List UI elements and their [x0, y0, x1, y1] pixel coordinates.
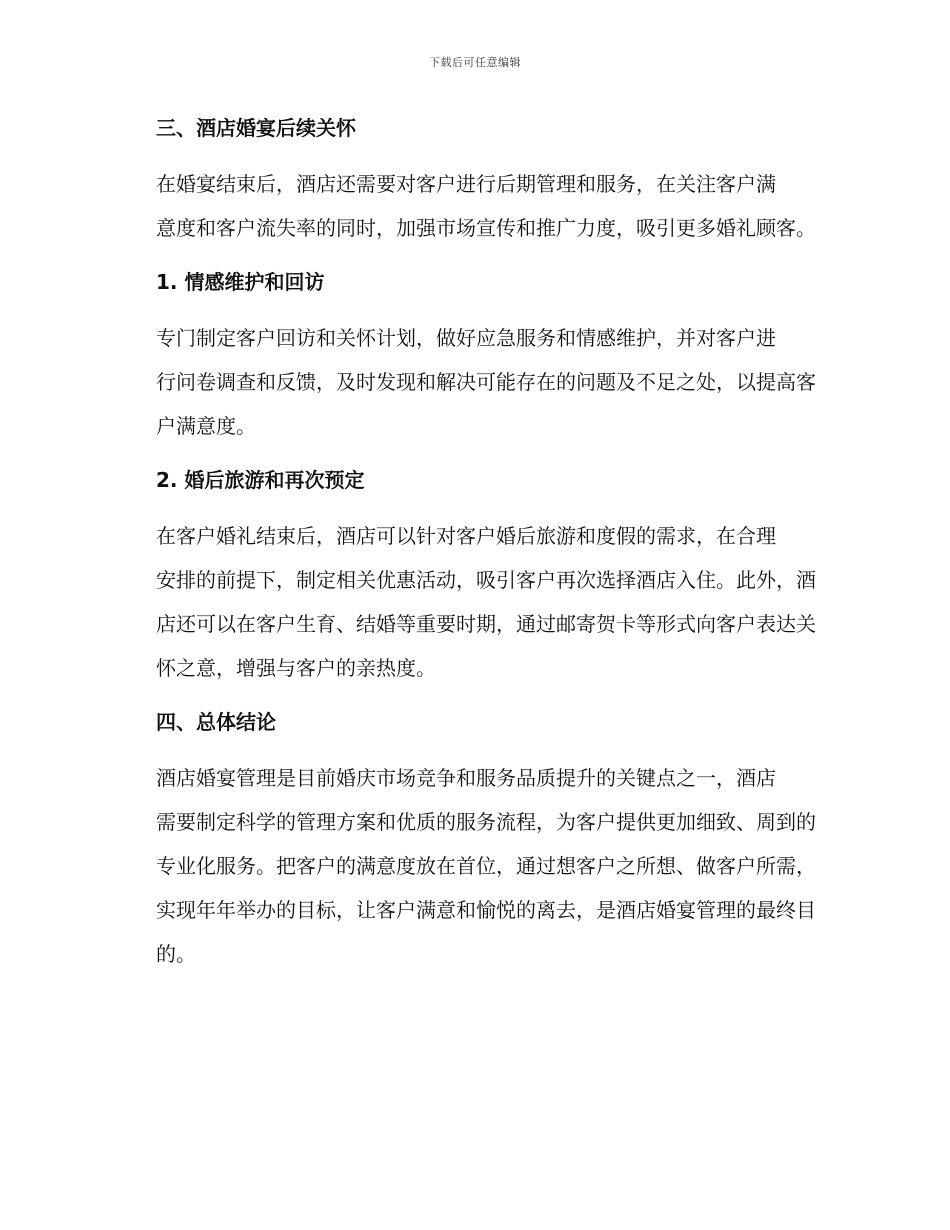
paragraph-line: 实现年年举办的目标，让客户满意和愉悦的离去，是酒店婚宴管理的最终目: [156, 898, 816, 922]
section-paragraph: [112, 514, 832, 690]
paragraph-line: 户满意度。: [156, 414, 256, 438]
paragraph-line: 怀之意，增强与客户的亲热度。: [156, 656, 436, 680]
paragraph-line: 需要制定科学的管理方案和优质的服务流程，为客户提供更加细致、周到的: [156, 810, 816, 834]
section-heading: 2. 婚后旅游和再次预定: [156, 468, 365, 492]
section-paragraph: [112, 316, 832, 448]
paragraph-line: 在婚宴结束后，酒店还需要对客户进行后期管理和服务，在关注客户满: [156, 172, 776, 196]
document-body: [112, 112, 832, 992]
section-heading: 四、总体结论: [156, 710, 276, 734]
page-header: 下载后可任意编辑: [429, 56, 521, 69]
section-paragraph: [112, 162, 832, 250]
paragraph-line: 专业化服务。把客户的满意度放在首位，通过想客户之所想、做客户所需，: [156, 854, 816, 878]
section-paragraph: [112, 756, 832, 976]
paragraph-line: 行问卷调查和反馈，及时发现和解决可能存在的问题及不足之处，以提高客: [156, 370, 816, 394]
paragraph-line: 在客户婚礼结束后，酒店可以针对客户婚后旅游和度假的需求，在合理: [156, 524, 776, 548]
paragraph-line: 的。: [156, 942, 196, 966]
paragraph-line: 店还可以在客户生育、结婚等重要时期，通过邮寄贺卡等形式向客户表达关: [156, 612, 816, 636]
paragraph-line: 专门制定客户回访和关怀计划，做好应急服务和情感维护，并对客户进: [156, 326, 776, 350]
paragraph-line: 意度和客户流失率的同时，加强市场宣传和推广力度，吸引更多婚礼顾客。: [156, 216, 816, 240]
section-heading: 1. 情感维护和回访: [156, 270, 325, 294]
paragraph-line: 酒店婚宴管理是目前婚庆市场竞争和服务品质提升的关键点之一，酒店: [156, 766, 776, 790]
paragraph-line: 安排的前提下，制定相关优惠活动，吸引客户再次选择酒店入住。此外，酒: [156, 568, 816, 592]
section-heading: 三、酒店婚宴后续关怀: [156, 116, 356, 140]
